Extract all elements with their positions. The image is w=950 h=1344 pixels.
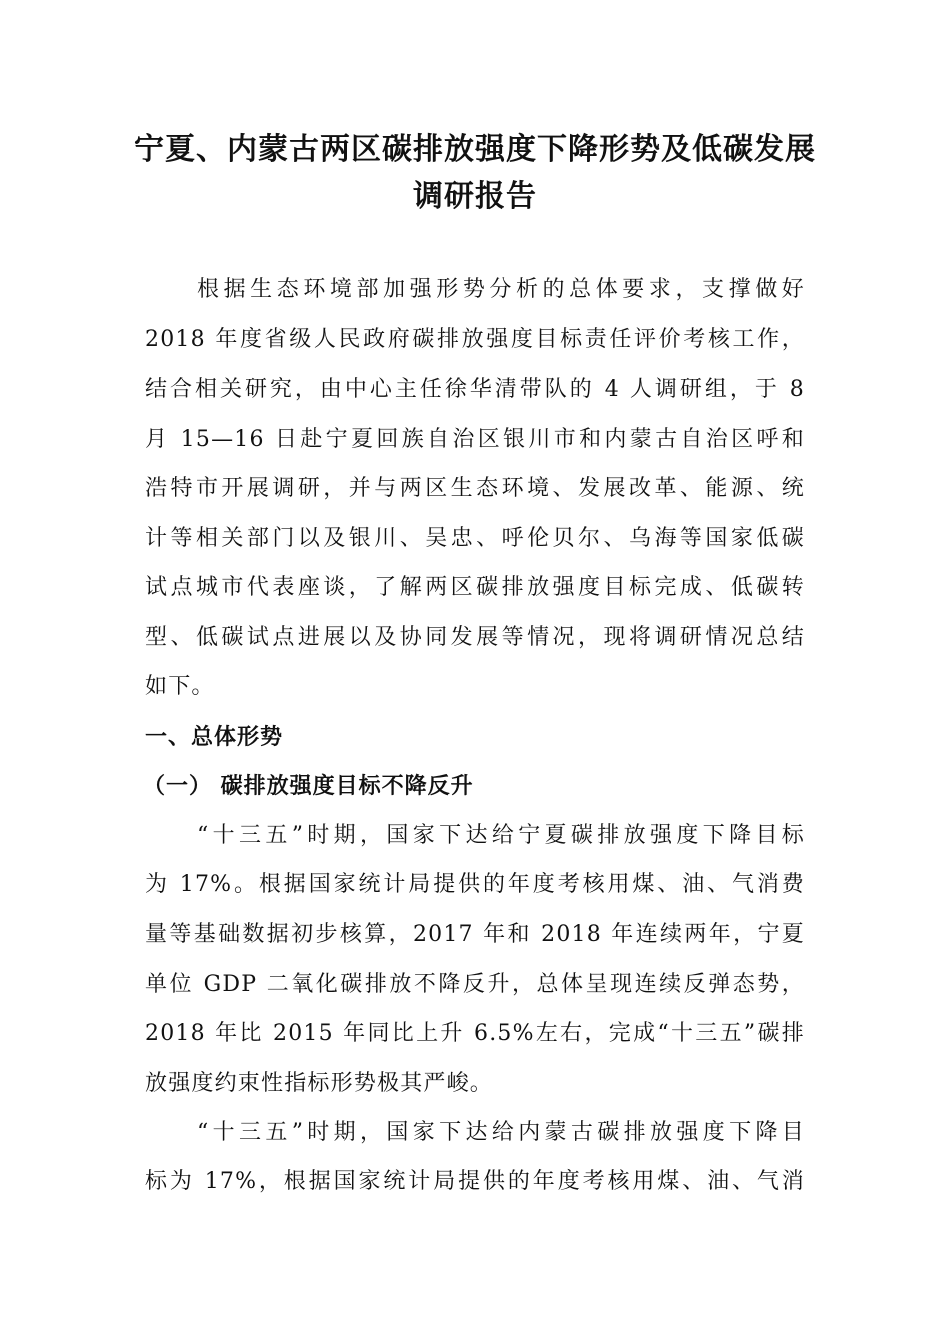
paragraph-line: 月 15—16 日赴宁夏回族自治区银川市和内蒙古自治区呼和 [145, 427, 805, 452]
paragraph-line: 计等相关部门以及银川、吴忠、呼伦贝尔、乌海等国家低碳 [145, 526, 805, 551]
paragraph-line: “十三五”时期，国家下达给内蒙古碳排放强度下降目 [197, 1120, 805, 1145]
paragraph-line: 如下。 [145, 674, 215, 699]
paragraph-line: 放强度约束性指标形势极其严峻。 [145, 1071, 494, 1096]
paragraph-line: 2018 年度省级人民政府碳排放强度目标责任评价考核工作， [145, 327, 805, 352]
paragraph-line: 2018 年比 2015 年同比上升 6.5%左右，完成“十三五”碳排 [145, 1021, 805, 1046]
paragraph-line: 结合相关研究，由中心主任徐华清带队的 4 人调研组，于 8 [145, 377, 805, 402]
document-title-line-1: 宁夏、内蒙古两区碳排放强度下降形势及低碳发展 [134, 132, 816, 167]
subsection-heading: （一） 碳排放强度目标不降反升 [143, 773, 474, 799]
paragraph-line: “十三五”时期，国家下达给宁夏碳排放强度下降目标 [197, 823, 805, 848]
document-title-line-2: 调研报告 [413, 179, 537, 214]
paragraph-line: 型、低碳试点进展以及协同发展等情况，现将调研情况总结 [145, 625, 805, 650]
paragraph-line: 为 17%。根据国家统计局提供的年度考核用煤、油、气消费 [145, 872, 805, 897]
section-heading: 一、总体形势 [145, 724, 284, 750]
paragraph-line: 标为 17%，根据国家统计局提供的年度考核用煤、油、气消 [145, 1169, 805, 1194]
paragraph-line: 试点城市代表座谈，了解两区碳排放强度目标完成、低碳转 [145, 575, 805, 600]
paragraph-line: 单位 GDP 二氧化碳排放不降反升，总体呈现连续反弹态势， [145, 972, 805, 997]
paragraph-line: 根据生态环境部加强形势分析的总体要求，支撑做好 [197, 277, 805, 302]
paragraph-line: 量等基础数据初步核算，2017 年和 2018 年连续两年，宁夏 [145, 922, 805, 947]
paragraph-line: 浩特市开展调研，并与两区生态环境、发展改革、能源、统 [145, 476, 805, 501]
